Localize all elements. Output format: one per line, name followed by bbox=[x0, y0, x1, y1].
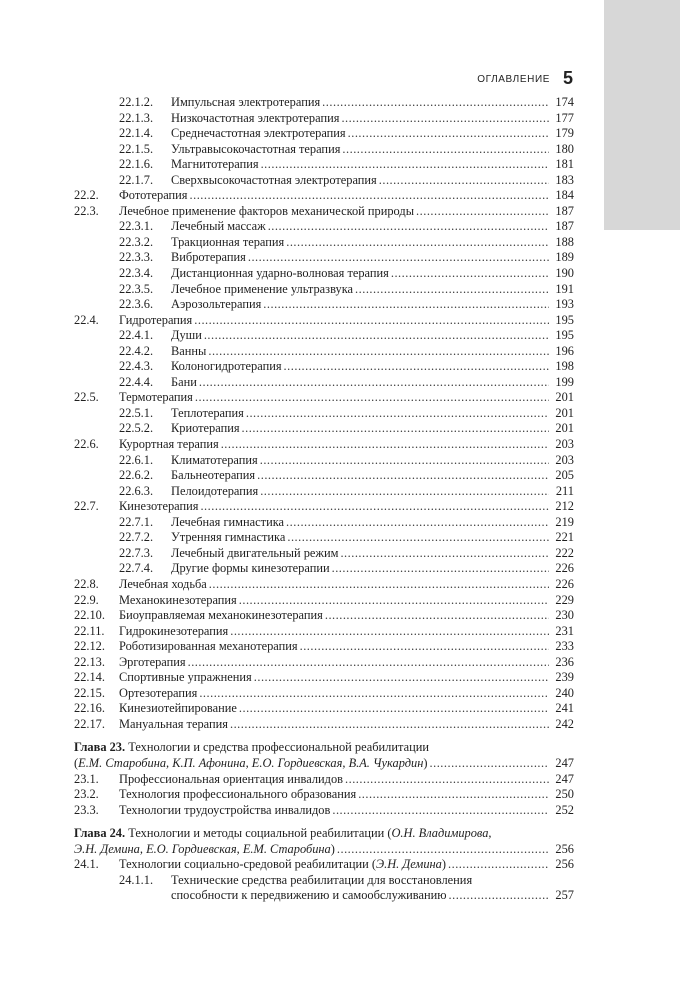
toc-entry[interactable] bbox=[74, 344, 574, 360]
toc-entry-title: Аэрозольтерапия bbox=[171, 297, 262, 312]
toc-page-number: 188 bbox=[549, 235, 574, 251]
toc-entry-number: 22.1.7. bbox=[119, 172, 154, 187]
toc-page-number: 177 bbox=[549, 111, 574, 127]
dot-leader bbox=[287, 530, 549, 546]
toc-entry[interactable] bbox=[74, 157, 574, 173]
toc-entry-number: 22.4.2. bbox=[119, 343, 154, 358]
toc-entry[interactable] bbox=[74, 670, 574, 686]
toc-page-number: 198 bbox=[549, 359, 574, 375]
toc-page-number: 195 bbox=[549, 313, 574, 329]
toc-entry-number: 22.1.5. bbox=[119, 141, 154, 156]
dot-leader bbox=[449, 888, 549, 904]
toc-entry[interactable] bbox=[74, 313, 574, 329]
toc-entry-number: 22.11. bbox=[74, 623, 105, 638]
toc-page-number: 250 bbox=[549, 787, 574, 803]
toc-entry[interactable] bbox=[74, 655, 574, 671]
toc-entry-number: 22.10. bbox=[74, 608, 105, 623]
toc-page-number: 187 bbox=[549, 219, 574, 235]
dot-leader bbox=[248, 250, 549, 266]
dot-leader bbox=[332, 803, 549, 819]
dot-leader bbox=[286, 515, 549, 531]
toc-entry-multiline-first[interactable] bbox=[74, 873, 574, 889]
toc-entry-title: Среднечастотная электротерапия bbox=[171, 126, 346, 141]
toc-entry-number: 22.9. bbox=[74, 592, 99, 607]
toc-page-number: 247 bbox=[549, 756, 574, 772]
toc-entry[interactable] bbox=[74, 173, 574, 189]
toc-entry[interactable] bbox=[74, 375, 574, 391]
toc-entry-number: 22.5. bbox=[74, 390, 99, 405]
toc-page-number: 256 bbox=[549, 842, 574, 858]
toc-entry[interactable] bbox=[74, 235, 574, 251]
toc-entry-number: 22.8. bbox=[74, 576, 99, 591]
toc-entry-title: Теплотерапия bbox=[171, 405, 244, 420]
toc-entry[interactable] bbox=[74, 772, 574, 788]
dot-leader bbox=[246, 406, 549, 422]
toc-entry-title: Бани bbox=[171, 374, 197, 389]
toc-page-number: 190 bbox=[549, 266, 574, 282]
toc-page-number: 191 bbox=[549, 282, 574, 298]
toc-page-number: 183 bbox=[549, 173, 574, 189]
toc-entry[interactable] bbox=[74, 142, 574, 158]
toc-entry-number: 22.3.5. bbox=[119, 281, 154, 296]
toc-page-number: 212 bbox=[549, 499, 574, 515]
toc-entry-title: Ванны bbox=[171, 343, 207, 358]
dot-leader bbox=[337, 842, 549, 858]
toc-entry-number: 22.16. bbox=[74, 701, 105, 716]
toc-entry-title-cont: способности к передвижению и самообслуживанию bbox=[171, 888, 447, 903]
toc-entry-title: Другие формы кинезотерапии bbox=[171, 561, 330, 576]
toc-entry-number: 22.7.4. bbox=[119, 561, 154, 576]
toc-page-number: 195 bbox=[549, 328, 574, 344]
dot-leader bbox=[340, 546, 549, 562]
toc-entry[interactable] bbox=[74, 608, 574, 624]
toc-page-number: 203 bbox=[549, 437, 574, 453]
toc-entry-title: Лечебная ходьба bbox=[119, 576, 207, 591]
toc-entry-number: 22.3. bbox=[74, 203, 99, 218]
chapter-23-authors-row[interactable]: (Е.М. Старобина, К.П. Афонина, Е.О. Гордиевская, В.А. Чукардин) ..... 247 bbox=[74, 756, 574, 772]
dot-leader bbox=[322, 95, 549, 111]
toc-entry[interactable] bbox=[74, 282, 574, 298]
dot-leader bbox=[268, 219, 549, 235]
toc-entry[interactable] bbox=[74, 421, 574, 437]
toc-entry-number: 22.6.2. bbox=[119, 468, 154, 483]
toc-entry-title: Лечебный массаж bbox=[171, 219, 266, 234]
toc-entry-number: 22.7.3. bbox=[119, 545, 154, 560]
dot-leader bbox=[263, 297, 549, 313]
toc-entry[interactable] bbox=[74, 219, 574, 235]
dot-leader bbox=[342, 142, 549, 158]
dot-leader bbox=[345, 772, 549, 788]
toc-entry-title: Ультравысокочастотная терапия bbox=[171, 141, 341, 156]
toc-entry-author: Э.Н. Демина bbox=[375, 857, 442, 872]
dot-leader bbox=[284, 359, 549, 375]
toc-entry-number: 22.1.3. bbox=[119, 110, 154, 125]
dot-leader bbox=[358, 787, 549, 803]
dot-leader bbox=[199, 375, 549, 391]
toc-page-number: 229 bbox=[549, 593, 574, 609]
toc-entry-title: Тракционная терапия bbox=[171, 234, 285, 249]
dot-leader bbox=[261, 157, 549, 173]
toc-entry-title: Механокинезотерапия bbox=[119, 592, 237, 607]
toc-page-number: 184 bbox=[549, 188, 574, 204]
toc-entry-number: 24.1. bbox=[74, 857, 99, 872]
toc-page-number: 181 bbox=[549, 157, 574, 173]
toc-entry-number: 22.6.1. bbox=[119, 452, 154, 467]
toc-entry-number: 22.5.1. bbox=[119, 405, 154, 420]
toc-entry-title: Души bbox=[171, 328, 202, 343]
toc-page-number: 203 bbox=[549, 453, 574, 469]
toc-entry[interactable] bbox=[74, 639, 574, 655]
toc-entry-title: Роботизированная механотерапия bbox=[119, 639, 298, 654]
toc-entry[interactable] bbox=[74, 546, 574, 562]
toc-entry-number: 22.6.3. bbox=[119, 483, 154, 498]
dot-leader bbox=[448, 857, 549, 873]
toc-page-number: 201 bbox=[549, 406, 574, 422]
toc-entry-number: 22.15. bbox=[74, 685, 105, 700]
chapter-authors: О.Н. Владимирова, bbox=[391, 826, 492, 841]
toc-entry-title: Профессиональная ориентация инвалидов bbox=[119, 771, 343, 786]
toc-entry-title: Утренняя гимнастика bbox=[171, 530, 286, 545]
chapter-title: Технологии и методы социальной реабилитации bbox=[128, 826, 385, 841]
toc-entry[interactable] bbox=[74, 530, 574, 546]
toc-entry-number: 24.1.1. bbox=[119, 872, 154, 887]
toc-entry-number: 22.3.4. bbox=[119, 266, 154, 281]
toc-entry-number: 22.7.2. bbox=[119, 530, 154, 545]
toc-page-number: 174 bbox=[549, 95, 574, 111]
toc-entry[interactable] bbox=[74, 577, 574, 593]
chapter-authors: Е.М. Старобина, К.П. Афонина, Е.О. Гордиевская, В.А. Чукардин bbox=[78, 755, 424, 770]
toc-entry-title: Кинезиотейпирование bbox=[119, 701, 237, 716]
running-header: ОГЛАВЛЕНИЕ bbox=[477, 74, 550, 85]
toc-entry-title: Технические средства реабилитации для восстановления bbox=[171, 872, 473, 887]
toc-entry-number: 22.12. bbox=[74, 639, 105, 654]
dot-leader bbox=[190, 188, 549, 204]
toc-page-number: 205 bbox=[549, 468, 574, 484]
dot-leader bbox=[230, 717, 549, 733]
dot-leader bbox=[341, 111, 549, 127]
toc-entry-title: Курортная терапия bbox=[119, 437, 219, 452]
toc-entry[interactable] bbox=[74, 297, 574, 313]
toc-page-number: 199 bbox=[549, 375, 574, 391]
toc-page-number: 241 bbox=[549, 701, 574, 717]
dot-leader bbox=[332, 561, 549, 577]
dot-leader bbox=[221, 437, 549, 453]
toc-entry[interactable] bbox=[74, 499, 574, 515]
chapter-label: Глава 24. bbox=[74, 826, 126, 841]
toc-entry[interactable] bbox=[74, 787, 574, 803]
toc-page-number: 233 bbox=[549, 639, 574, 655]
toc-entry-number: 22.3.6. bbox=[119, 297, 154, 312]
dot-leader bbox=[260, 453, 549, 469]
toc-entry-title: Спортивные упражнения bbox=[119, 670, 252, 685]
toc-page-number: 239 bbox=[549, 670, 574, 686]
toc-entry-title: Колоногидротерапия bbox=[171, 359, 282, 374]
toc-page-number: 201 bbox=[549, 421, 574, 437]
toc-page-number: 201 bbox=[549, 390, 574, 406]
toc-entry-title: Бальнеотерапия bbox=[171, 468, 256, 483]
dot-leader bbox=[230, 624, 549, 640]
toc-page-number: 180 bbox=[549, 142, 574, 158]
toc-entry-number: 23.3. bbox=[74, 802, 99, 817]
toc-entry-number: 23.1. bbox=[74, 771, 99, 786]
toc-entry-number: 22.1.4. bbox=[119, 126, 154, 141]
toc-entry[interactable] bbox=[74, 717, 574, 733]
toc-entry-number: 22.5.2. bbox=[119, 421, 154, 436]
thumb-index-tab bbox=[604, 0, 680, 230]
toc-entry[interactable] bbox=[74, 593, 574, 609]
toc-entry-title: Термотерапия bbox=[119, 390, 193, 405]
toc-entry-number: 22.3.2. bbox=[119, 234, 154, 249]
toc-entry[interactable] bbox=[74, 390, 574, 406]
chapter-23-heading[interactable] bbox=[74, 740, 574, 756]
chapter-label: Глава 23. bbox=[74, 740, 126, 755]
toc-page-number: 230 bbox=[549, 608, 574, 624]
dot-leader bbox=[242, 421, 549, 437]
toc-entry-number: 22.1.6. bbox=[119, 157, 154, 172]
page-number: 5 bbox=[563, 68, 574, 88]
dot-leader bbox=[204, 328, 549, 344]
toc-entry[interactable] bbox=[74, 803, 574, 819]
toc-entry-number: 22.4.3. bbox=[119, 359, 154, 374]
toc-page-number: 226 bbox=[549, 577, 574, 593]
dot-leader bbox=[208, 344, 549, 360]
toc-entry-title: Ортезотерапия bbox=[119, 685, 198, 700]
toc-entry-title: Сверхвысокочастотная электротерапия bbox=[171, 172, 377, 187]
chapter-24-heading[interactable]: Глава 24. Технологии и методы социальной реабилитации (О.Н. Владимирова, bbox=[74, 826, 492, 841]
dot-leader bbox=[379, 173, 549, 189]
toc-entry-number: 22.2. bbox=[74, 188, 99, 203]
toc-entry-title: Криотерапия bbox=[171, 421, 240, 436]
toc-entry-number: 22.4. bbox=[74, 312, 99, 327]
toc-entry[interactable] bbox=[74, 561, 574, 577]
toc-entry-number: 22.13. bbox=[74, 654, 105, 669]
toc-page-number: 252 bbox=[549, 803, 574, 819]
toc-page-number: 193 bbox=[549, 297, 574, 313]
toc-entry[interactable] bbox=[74, 701, 574, 717]
dot-leader bbox=[260, 484, 549, 500]
toc-page-number: 189 bbox=[549, 250, 574, 266]
toc-entry[interactable] bbox=[74, 328, 574, 344]
toc-entry-number: 22.1.2. bbox=[119, 95, 154, 109]
table-of-contents bbox=[74, 95, 574, 904]
toc-entry-title: Импульсная электротерапия bbox=[171, 95, 321, 109]
toc-entry-title: Дистанционная ударно-волновая терапия bbox=[171, 266, 389, 281]
toc-entry[interactable] bbox=[74, 95, 574, 111]
toc-entry[interactable]: 24.1. Технологии социально-средовой реабилитации (Э.Н. Демина) ..... 256 bbox=[74, 857, 574, 873]
chapter-title: Технологии и средства профессиональной реабилитации bbox=[128, 740, 429, 755]
dot-leader bbox=[286, 235, 549, 251]
toc-entry[interactable] bbox=[74, 484, 574, 500]
chapter-authors-cont: Э.Н. Демина, Е.О. Гордиевская, Е.М. Старобина bbox=[74, 841, 331, 856]
dot-leader bbox=[188, 655, 549, 671]
toc-entry-title: Низкочастотная электротерапия bbox=[171, 110, 340, 125]
toc-page-number: 256 bbox=[549, 857, 574, 873]
toc-entry-number: 22.17. bbox=[74, 716, 105, 731]
toc-entry-title: Технологии трудоустройства инвалидов bbox=[119, 802, 331, 817]
toc-entry[interactable] bbox=[74, 468, 574, 484]
toc-page-number: 231 bbox=[549, 624, 574, 640]
toc-entry-title: Фототерапия bbox=[119, 188, 188, 203]
toc-page-number: 211 bbox=[549, 484, 574, 500]
toc-entry[interactable] bbox=[74, 111, 574, 127]
toc-entry-number: 22.6. bbox=[74, 437, 99, 452]
toc-entry-title: Биоуправляемая механокинезотерапия bbox=[119, 608, 323, 623]
toc-page-number: 247 bbox=[549, 772, 574, 788]
toc-entry-title: Гидротерапия bbox=[119, 312, 193, 327]
dot-leader bbox=[239, 701, 549, 717]
toc-entry-number: 22.4.1. bbox=[119, 328, 154, 343]
toc-entry-number: 22.3.1. bbox=[119, 219, 154, 234]
toc-entry-number: 22.7.1. bbox=[119, 514, 154, 529]
toc-entry-title: Лечебный двигательный режим bbox=[171, 545, 339, 560]
dot-leader bbox=[300, 639, 549, 655]
toc-entry[interactable] bbox=[74, 453, 574, 469]
toc-page-number: 222 bbox=[549, 546, 574, 562]
toc-entry-title: Вибротерапия bbox=[171, 250, 246, 265]
toc-page-number: 257 bbox=[549, 888, 574, 904]
toc-entries-chapter-23 bbox=[74, 772, 574, 819]
toc-entry[interactable] bbox=[74, 686, 574, 702]
toc-entry-number: 22.4.4. bbox=[119, 374, 154, 389]
toc-entry[interactable] bbox=[74, 188, 574, 204]
toc-entry-title: Технологии социально-средовой реабилитации bbox=[119, 857, 369, 872]
dot-leader bbox=[416, 204, 549, 220]
dot-leader bbox=[209, 577, 549, 593]
toc-entry[interactable] bbox=[74, 437, 574, 453]
toc-page-number: 221 bbox=[549, 530, 574, 546]
toc-entry[interactable] bbox=[74, 406, 574, 422]
toc-page-number: 240 bbox=[549, 686, 574, 702]
toc-entry-title: Лечебное применение ультразвука bbox=[171, 281, 354, 296]
toc-page-number: 179 bbox=[549, 126, 574, 142]
toc-entry-number: 22.14. bbox=[74, 670, 105, 685]
toc-entry-title: Лечебное применение факторов механической природы bbox=[119, 203, 415, 218]
toc-entry-number: 23.2. bbox=[74, 787, 99, 802]
toc-page-number: 226 bbox=[549, 561, 574, 577]
dot-leader bbox=[391, 266, 549, 282]
chapter-24-authors-row[interactable]: Э.Н. Демина, Е.О. Гордиевская, Е.М. Старобина) ..... 256 bbox=[74, 842, 574, 858]
toc-entry-multiline-second[interactable] bbox=[74, 888, 574, 904]
toc-entry-title: Технология профессионального образования bbox=[119, 787, 357, 802]
dot-leader bbox=[200, 499, 549, 515]
toc-page-number: 187 bbox=[549, 204, 574, 220]
toc-entries-chapter-22 bbox=[74, 95, 574, 732]
toc-page-number: 236 bbox=[549, 655, 574, 671]
toc-page-number: 196 bbox=[549, 344, 574, 360]
toc-entry[interactable] bbox=[74, 126, 574, 142]
dot-leader bbox=[430, 756, 550, 772]
dot-leader bbox=[348, 126, 549, 142]
dot-leader bbox=[239, 593, 549, 609]
dot-leader bbox=[194, 313, 549, 329]
toc-entry-title: Гидрокинезотерапия bbox=[119, 623, 229, 638]
toc-entry[interactable] bbox=[74, 359, 574, 375]
toc-entry-title: Кинезотерапия bbox=[119, 499, 199, 514]
toc-entry-title: Лечебная гимнастика bbox=[171, 514, 285, 529]
toc-entry[interactable] bbox=[74, 624, 574, 640]
dot-leader bbox=[199, 686, 549, 702]
toc-entry-title: Эрготерапия bbox=[119, 654, 186, 669]
toc-entry-number: 22.3.3. bbox=[119, 250, 154, 265]
toc-page-number: 219 bbox=[549, 515, 574, 531]
toc-entry-title: Пелоидотерапия bbox=[171, 483, 259, 498]
toc-entry-title: Мануальная терапия bbox=[119, 716, 228, 731]
toc-page-number: 242 bbox=[549, 717, 574, 733]
toc-entry[interactable] bbox=[74, 250, 574, 266]
toc-entry[interactable] bbox=[74, 515, 574, 531]
dot-leader bbox=[355, 282, 549, 298]
dot-leader bbox=[257, 468, 549, 484]
dot-leader bbox=[325, 608, 549, 624]
toc-entry[interactable] bbox=[74, 266, 574, 282]
dot-leader bbox=[254, 670, 549, 686]
toc-entry-number: 22.7. bbox=[74, 499, 99, 514]
dot-leader bbox=[195, 390, 549, 406]
toc-entry-title: Магнитотерапия bbox=[171, 157, 259, 172]
toc-entry-title: Климатотерапия bbox=[171, 452, 258, 467]
toc-entry[interactable] bbox=[74, 204, 574, 220]
